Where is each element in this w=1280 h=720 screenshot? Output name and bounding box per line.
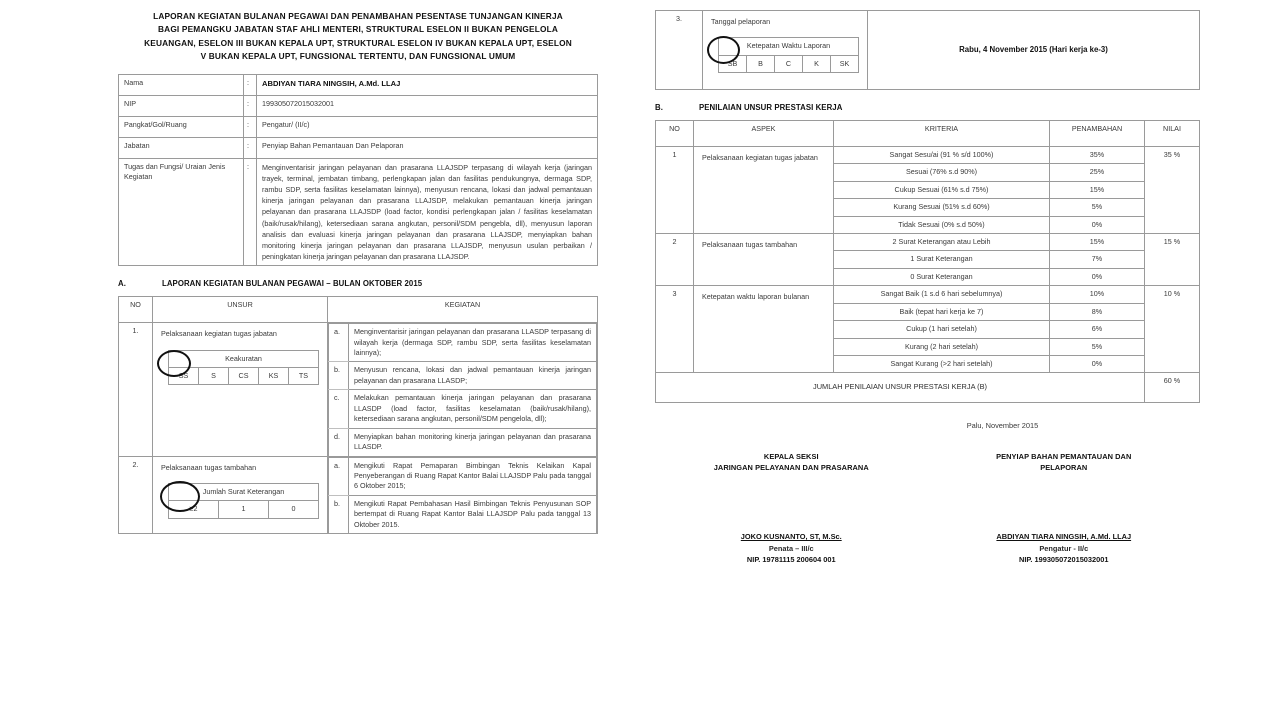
title-line-1: LAPORAN KEGIATAN BULANAN PEGAWAI DAN PENAMBAHAN PESENTASE TUNJANGAN KINERJA	[153, 11, 563, 21]
section-b-letter: B.	[655, 102, 663, 112]
col-header-kriteria: KRITERIA	[834, 120, 1050, 146]
penambahan-value: 6%	[1050, 321, 1145, 338]
identity-value-nama: ABDIYAN TIARA NINGSIH, A.Md. LLAJ	[257, 74, 598, 95]
activity-text: Mengikuti Rapat Pemaparan Bimbingan Teknis Kelaikan Kapal Penyeberangan di Ruang Rapat Kantor Balai LLAJSDP Palu pada tanggal 6 Oktober 2015;	[349, 457, 597, 495]
row-unsur	[153, 323, 328, 456]
table-row	[119, 116, 598, 137]
col-header-aspek: ASPEK	[694, 120, 834, 146]
surat-keterangan-rating-group[interactable]	[161, 473, 319, 521]
col-header-nilai: NILAI	[1145, 120, 1200, 146]
keakuratan-option-cs[interactable]: CS	[229, 368, 259, 385]
ketepatan-waktu-rating-group[interactable]	[711, 27, 859, 75]
row-label	[703, 11, 868, 90]
table-row	[119, 158, 598, 265]
identity-value-nip: 199305072015032001	[257, 95, 598, 116]
penambahan-value: 8%	[1050, 303, 1145, 320]
signatory-nip: NIP. 19781115 200604 001	[746, 554, 836, 564]
penambahan-value: 5%	[1050, 338, 1145, 355]
section-b-heading	[655, 103, 1200, 112]
table-row	[719, 55, 859, 72]
activity-text: Mengikuti Rapat Pembahasan Hasil Bimbingan Teknis Penyusunan SOP bertempat di Ruang Rapat Kantor Balai LLAJSDP Palu pada tanggal 13 Oktober 2015.	[349, 495, 597, 533]
aspek-no: 3	[656, 286, 694, 373]
total-label: JUMLAH PENILAIAN UNSUR PRESTASI KERJA (B)	[656, 373, 1145, 403]
signatory-name: ABDIYAN TIARA NINGSIH, A.Md. LLAJ	[996, 532, 1132, 542]
aspek-no: 1	[656, 146, 694, 233]
table-row	[656, 286, 1200, 303]
aspek-label: Pelaksanaan kegiatan tugas jabatan	[694, 146, 834, 233]
activity-marker: a.	[329, 324, 349, 362]
penambahan-value: 0%	[1050, 216, 1145, 233]
kriteria-text: Sangat Sesu/ai (91 % s/d 100%)	[834, 146, 1050, 163]
row-no: 3.	[656, 11, 703, 90]
penambahan-value: 0%	[1050, 356, 1145, 373]
penambahan-value: 0%	[1050, 268, 1145, 285]
signatory-title-line2: PELAPORAN	[1040, 463, 1088, 473]
section-a-title: LAPORAN KEGIATAN BULANAN PEGAWAI – BULAN OKTOBER 2015	[162, 279, 423, 289]
signature-space	[928, 473, 1201, 531]
right-column	[655, 10, 1200, 565]
col-header-no: NO	[656, 120, 694, 146]
list-item	[329, 390, 597, 428]
activity-marker: c.	[329, 390, 349, 428]
aspek-no: 2	[656, 233, 694, 285]
signatory-nip: NIP. 199305072015032001	[1019, 554, 1109, 564]
table-row	[169, 501, 319, 518]
identity-colon: :	[244, 95, 257, 116]
kriteria-text: 2 Surat Keterangan atau Lebih	[834, 233, 1050, 250]
signature-space	[655, 473, 928, 531]
penambahan-value: 7%	[1050, 251, 1145, 268]
keakuratan-title: Keakuratan	[169, 350, 319, 367]
col-header-penambahan: PENAMBAHAN	[1050, 120, 1145, 146]
activity-text: Menyiapkan bahan monitoring kinerja jaringan pelayanan dan prasarana LLASDP.	[349, 428, 597, 455]
activity-marker: b.	[329, 362, 349, 390]
keakuratan-option-ks[interactable]: KS	[259, 368, 289, 385]
penambahan-value: 25%	[1050, 164, 1145, 181]
col-header-no: NO	[119, 297, 153, 323]
kriteria-text: Kurang Sesuai (51% s.d 60%)	[834, 199, 1050, 216]
row-unsur	[153, 456, 328, 534]
signatory-rank: Penata – III/c	[768, 543, 814, 553]
table-row	[169, 483, 319, 500]
aspek-label: Ketepatan waktu laporan bulanan	[694, 286, 834, 373]
ketepatan-option-sb[interactable]: SB	[719, 55, 747, 72]
penambahan-value: 10%	[1050, 286, 1145, 303]
title-line-2: BAGI PEMANGKU JABATAN STAF AHLI MENTERI, STRUKTURAL ESELON II BUKAN PENGELOLA	[158, 24, 558, 35]
table-row	[656, 11, 1200, 90]
list-item	[329, 457, 597, 495]
identity-value-pangkat: Pengatur/ (II/c)	[257, 116, 598, 137]
total-value: 60 %	[1145, 373, 1200, 403]
identity-value-tugas: Menginventarisir jaringan pelayanan dan prasarana LLAJSDP terpasang di wilayah kerja (jaringan trayek, terminal, jembatan timbang, perlengkapan jalan dan fasilitas pendukungnya, dermaga SDP, rambu SDP, serta fasilitas keselamatan lainnya), menyusun rencana, lokasi dan jadwal pemantauan kinerja jaringan pelayanan dan prasarana LLAJSDP, melakukan pemantauan kinerja jaringan pelayanan dan prasarana LLAJSDP (load factor, kondisi perlengkapan jalan / fasilitas keselamatan (baik/rusak/hilang), ketersediaan sarana angkutan, personil/SDM pengebla, dll), menyusun laporan analisis dan evaluasi kinerja jaringan pelayanan dan prasarana LLAJSDP, menyiapkan bahan monitoring kinerja jaringan pelayanan dan prasarana LLAJSDP, menyusun usulan perbaikan / peningkatan kinerja jaringan pelayanan dan prasarana LLAJSDP.	[257, 158, 598, 265]
signature-left	[655, 451, 928, 565]
penambahan-value: 15%	[1050, 181, 1145, 198]
table-row	[119, 456, 598, 534]
nilai-value: 10 %	[1145, 286, 1200, 373]
list-item	[329, 362, 597, 390]
kriteria-text: Sangat Kurang (>2 hari setelah)	[834, 356, 1050, 373]
signatory-title-line2: JARINGAN PELAYANAN DAN PRASARANA	[713, 463, 869, 473]
activity-text: Melakukan pemantauan kinerja jaringan pelayanan dan prasarana LLASDP (load factor, fasilitas keselamatan (baik/rusak/hilang), ketersediaan sarana angkutan, personil/SDM pengelola, dll);	[349, 390, 597, 428]
identity-colon: :	[244, 74, 257, 95]
list-item	[329, 428, 597, 455]
signatory-name: JOKO KUSNANTO, ST, M.Sc.	[740, 532, 842, 542]
identity-colon: :	[244, 158, 257, 265]
left-column	[118, 10, 598, 534]
col-header-unsur: UNSUR	[153, 297, 328, 323]
identity-value-jabatan: Penyiap Bahan Pemantauan Dan Pelaporan	[257, 137, 598, 158]
signatory-title-line1: PENYIAP BAHAN PEMANTAUAN DAN	[996, 452, 1132, 462]
penambahan-value: 5%	[1050, 199, 1145, 216]
keakuratan-option-s[interactable]: S	[199, 368, 229, 385]
ketepatan-option-c[interactable]: C	[775, 55, 803, 72]
keakuratan-rating-group[interactable]	[161, 340, 319, 388]
signatory-rank: Pengatur - II/c	[1039, 543, 1089, 553]
kriteria-text: Kurang (2 hari setelah)	[834, 338, 1050, 355]
keakuratan-option-ss[interactable]: SS	[169, 368, 199, 385]
table-row	[119, 137, 598, 158]
nilai-value: 15 %	[1145, 233, 1200, 285]
kriteria-text: Cukup Sesuai (61% s.d 75%)	[834, 181, 1050, 198]
surat-keterangan-title: Jumlah Surat Keterangan	[169, 483, 319, 500]
tanggal-pelaporan-value: Rabu, 4 November 2015 (Hari kerja ke-3)	[868, 11, 1200, 90]
table-header-row	[119, 297, 598, 323]
activity-list	[328, 457, 597, 534]
surat-option-1[interactable]: 1	[219, 501, 269, 518]
row-no: 2.	[119, 456, 153, 534]
place-and-date: Palu, November 2015	[966, 421, 1039, 431]
identity-colon: :	[244, 116, 257, 137]
list-item	[329, 495, 597, 533]
table-header-row	[656, 120, 1200, 146]
table-row	[169, 350, 319, 367]
table-row	[119, 74, 598, 95]
title-line-3: KEUANGAN, ESELON III BUKAN KEPALA UPT, STRUKTURAL ESELON IV BUKAN KEPALA UPT, ESELON	[144, 37, 572, 48]
signature-block	[655, 451, 1200, 565]
kriteria-text: Tidak Sesuai (0% s.d 50%)	[834, 216, 1050, 233]
row-no: 1.	[119, 323, 153, 456]
activity-marker: a.	[329, 457, 349, 495]
section-a-letter: A.	[118, 279, 126, 289]
kriteria-text: Sesuai (76% s.d 90%)	[834, 164, 1050, 181]
kriteria-text: Baik (tepat hari kerja ke 7)	[834, 303, 1050, 320]
list-item	[329, 324, 597, 362]
aspek-label: Pelaksanaan tugas tambahan	[694, 233, 834, 285]
table-row	[656, 233, 1200, 250]
tanggal-pelaporan-label: Tanggal pelaporan	[711, 17, 771, 26]
table-row	[169, 368, 319, 385]
activity-marker: b.	[329, 495, 349, 533]
table-total-row	[656, 373, 1200, 403]
section-a-heading	[118, 279, 598, 288]
surat-keterangan-table	[168, 483, 319, 519]
document-title	[118, 10, 598, 64]
identity-label-tugas: Tugas dan Fungsi/ Uraian Jenis Kegiatan	[119, 158, 244, 265]
row-kegiatan	[328, 456, 598, 534]
penilaian-table	[655, 120, 1200, 403]
activity-list	[328, 323, 597, 455]
identity-label-nip: NIP	[119, 95, 244, 116]
identity-label-pangkat: Pangkat/Gol/Ruang	[119, 116, 244, 137]
surat-option-0[interactable]: 0	[269, 501, 319, 518]
surat-option-ge2[interactable]: ≥2	[169, 501, 219, 518]
identity-label-nama: Nama	[119, 74, 244, 95]
keakuratan-option-ts[interactable]: TS	[289, 368, 319, 385]
activity-marker: d.	[329, 428, 349, 455]
table-row	[719, 38, 859, 55]
activity-text: Menginventarisir jaringan pelayanan dan prasarana LLASDP terpasang di wilayah kerja (dermaga SDP, rambu SDP, serta fasilitas keselamatan lainnya);	[349, 324, 597, 362]
table-row	[119, 95, 598, 116]
unsur-label: Pelaksanaan kegiatan tugas jabatan	[161, 329, 277, 339]
ketepatan-option-sk[interactable]: SK	[831, 55, 859, 72]
section-b-title: PENILAIAN UNSUR PRESTASI KERJA	[699, 102, 843, 112]
table-row	[656, 146, 1200, 163]
activity-text: Menyusun rencana, lokasi dan jadwal pemantauan kinerja jaringan pelayanan dan prasarana LLASDP;	[349, 362, 597, 390]
penambahan-value: 35%	[1050, 146, 1145, 163]
ketepatan-option-b[interactable]: B	[747, 55, 775, 72]
identity-colon: :	[244, 137, 257, 158]
kriteria-text: 0 Surat Keterangan	[834, 268, 1050, 285]
unsur-label: Pelaksanaan tugas tambahan	[161, 462, 257, 472]
activity-table	[118, 296, 598, 534]
keakuratan-table	[168, 350, 319, 386]
signatory-title-line1: KEPALA SEKSI	[763, 452, 819, 462]
penambahan-value: 15%	[1050, 233, 1145, 250]
signature-right	[928, 451, 1201, 565]
kriteria-text: Cukup (1 hari setelah)	[834, 321, 1050, 338]
identity-label-jabatan: Jabatan	[119, 137, 244, 158]
ketepatan-option-k[interactable]: K	[803, 55, 831, 72]
kriteria-text: 1 Surat Keterangan	[834, 251, 1050, 268]
ketepatan-waktu-table	[718, 37, 859, 73]
kriteria-text: Sangat Baik (1 s.d 6 hari sebelumnya)	[834, 286, 1050, 303]
nilai-value: 35 %	[1145, 146, 1200, 233]
tanggal-pelaporan-table	[655, 10, 1200, 90]
title-line-4: V BUKAN KEPALA UPT, FUNGSIONAL TERTENTU, DAN FUNGSIONAL UMUM	[200, 51, 516, 62]
table-row	[119, 323, 598, 456]
ketepatan-waktu-title: Ketepatan Waktu Laporan	[719, 38, 859, 55]
identity-table	[118, 74, 598, 266]
col-header-kegiatan: KEGIATAN	[328, 297, 598, 323]
row-kegiatan	[328, 323, 598, 456]
